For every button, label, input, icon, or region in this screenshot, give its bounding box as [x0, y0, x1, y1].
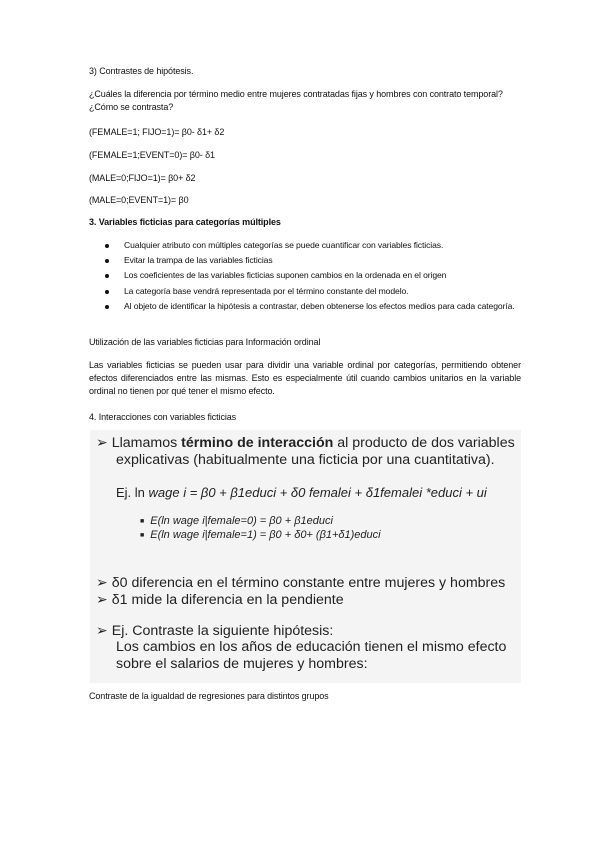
equation-line: (MALE=0;FIJO=1)= β0+ δ2 [89, 173, 196, 183]
slide-line-2: explicativas (habitualmente una ficticia por una cuantitativa). [116, 452, 495, 468]
section-4-heading: 4. Interacciones con variables ficticias [89, 412, 237, 422]
list-item [105, 299, 521, 313]
bullet-icon [105, 244, 109, 248]
arrow-bullet-icon: ➢ [96, 622, 108, 638]
bullet-icon [105, 305, 109, 309]
list-item-text: Los coeficientes de las variables ficticias suponen cambios en la ordenada en el origen [124, 270, 447, 281]
square-bullet-icon: ■ [140, 518, 145, 525]
list-item [105, 268, 521, 283]
ordinal-heading: Utilización de las variables ficticias para Información ordinal [89, 337, 321, 347]
slide-example-line: ➢ Ej. Contraste la siguiente hipótesis: [96, 622, 334, 639]
slide-main-equation: Ej. ln wage i = β0 + β1educi + δ0 femalei + δ1femalei *educi + ui [116, 485, 487, 500]
list-item-text: La categoría base vendrá representada por el término constante del modelo. [124, 285, 409, 296]
bullet-icon [105, 274, 109, 278]
slide-example-body-2: sobre el salarios de mujeres y hombres: [116, 656, 368, 672]
section-3-multiple-categories-heading: 3. Variables ficticias para categorías múltiples [89, 217, 281, 227]
slide-example-body-1: Los cambios en los años de educación tienen el mismo efecto [116, 639, 507, 655]
arrow-bullet-icon: ➢ [96, 591, 108, 607]
slide-sub-equation-2: ■ E(ln wage i|female=1) = β0 + δ0+ (β1+δ1)educi [140, 529, 381, 541]
arrow-bullet-icon: ➢ [96, 574, 108, 590]
list-item [105, 284, 521, 299]
list-item [105, 238, 521, 253]
section-3-heading: 3) Contrastes de hipótesis. [89, 66, 194, 76]
interaction-term-bold: término de interacción [181, 435, 334, 451]
slide-sub-equation-1: ■ E(ln wage i|female=0) = β0 + β1educi [140, 515, 333, 527]
question-paragraph: ¿Cuáles la diferencia por término medio entre mujeres contratadas fijas y hombres con contrato temporal? ¿Cómo se contrasta? [89, 89, 503, 112]
list-item-text: Cualquier atributo con múltiples categorías se puede cuantificar con variables ficticias. [124, 240, 444, 250]
slide-delta1-line: ➢ δ1 mide la diferencia en la pendiente [96, 591, 344, 608]
bullet-icon [105, 259, 109, 263]
equation-line: (FEMALE=1; FIJO=1)= β0- δ1+ δ2 [89, 127, 225, 137]
slide-delta0-line: ➢ δ0 diferencia en el término constante entre mujeres y hombres [96, 574, 506, 591]
equation-line: (MALE=0;EVENT=1)= β0 [89, 195, 189, 205]
list-item-text: Al objeto de identificar la hipótesis a contrastar, deben obtenerse los efectos medios para cada categoría. [124, 300, 515, 311]
final-heading: Contraste de la igualdad de regresiones para distintos grupos [89, 691, 329, 701]
slide-line-1: ➢ Llamamos término de interacción al producto de dos variables [96, 434, 515, 451]
list-item-text: Evitar la trampa de las variables ficticias [124, 255, 273, 266]
bullet-icon [105, 290, 109, 294]
arrow-bullet-icon: ➢ [96, 434, 108, 450]
slide-image-interaction-term [90, 430, 521, 683]
bullet-list [105, 238, 521, 313]
square-bullet-icon: ■ [140, 532, 145, 539]
equation-line: (FEMALE=1;EVENT=0)= β0- δ1 [89, 150, 215, 160]
ordinal-paragraph: Las variables ficticias se pueden usar para dividir una variable ordinal por categorías, permitiendo obtener efectos diferenciados entre las mismas. Esto es especialmente útil cuando cambios unitarios en la variable ordinal no tienen por qué tener el mismo efecto. [89, 360, 521, 396]
list-item [105, 253, 521, 268]
